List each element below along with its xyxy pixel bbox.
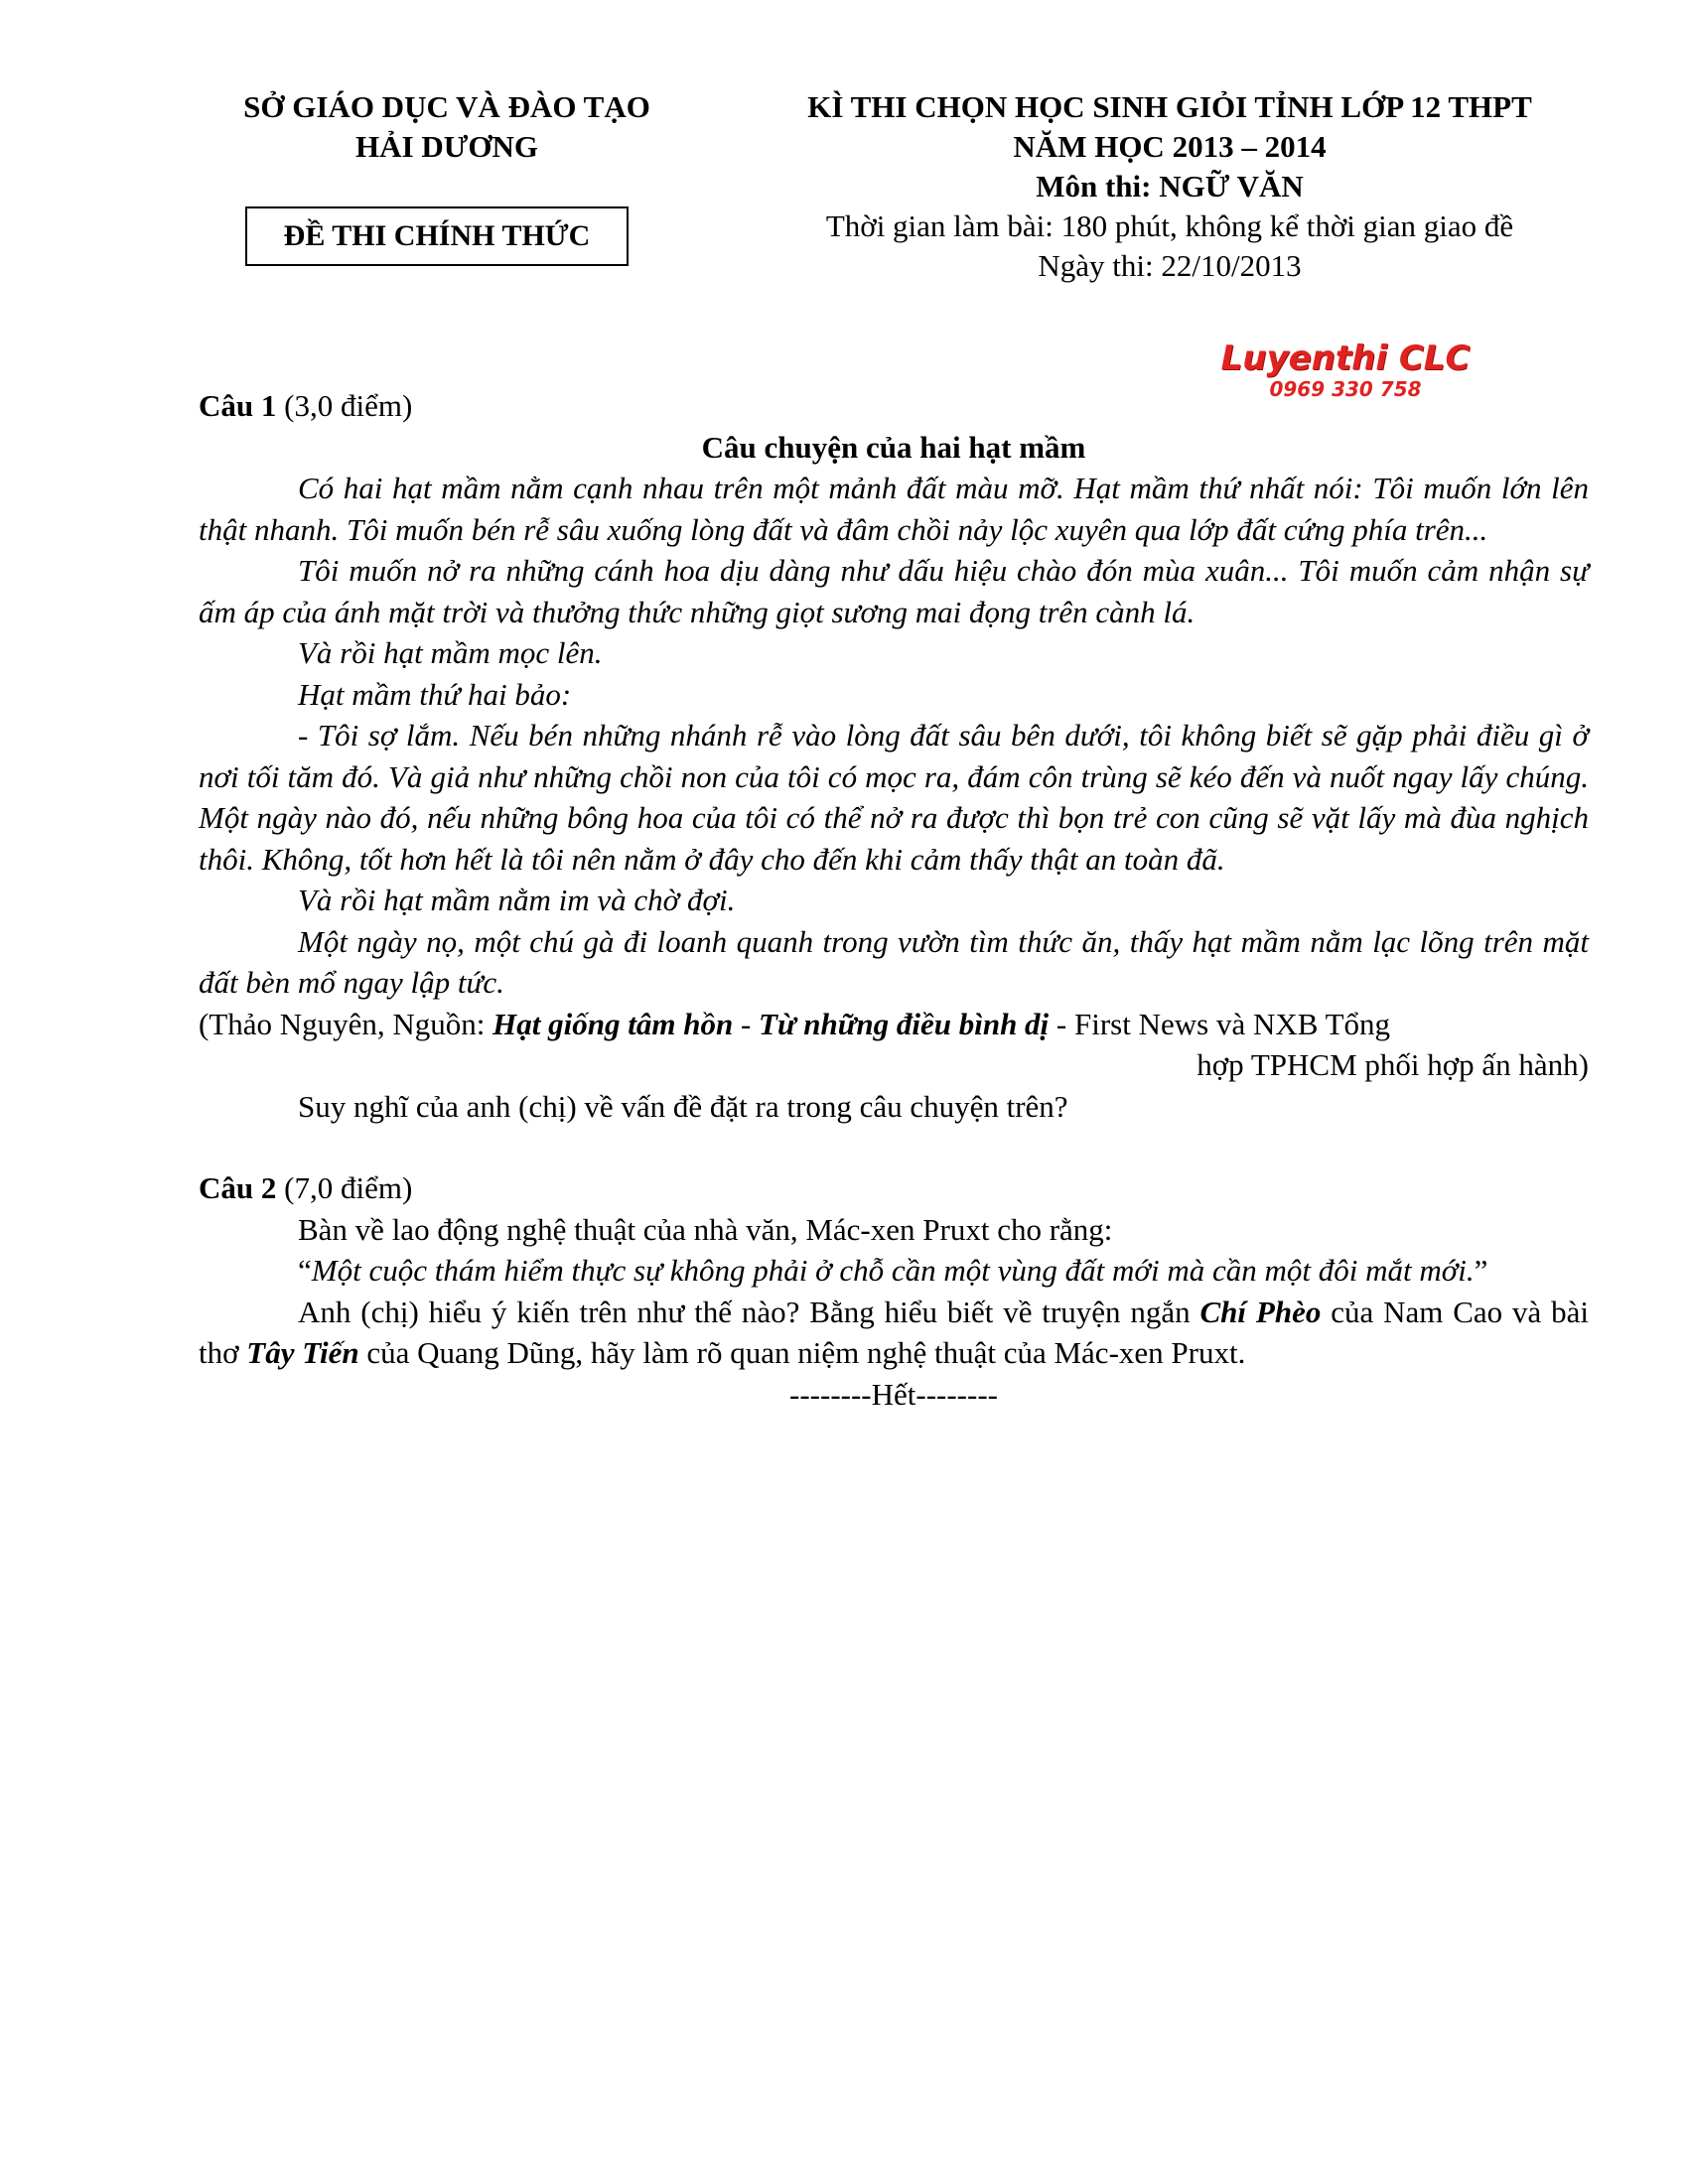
story-paragraph: Hạt mầm thứ hai bảo: bbox=[298, 676, 572, 712]
quote-close-mark: ” bbox=[1474, 1253, 1488, 1288]
question-1-heading bbox=[199, 385, 1589, 427]
question-2-quote bbox=[199, 1250, 1589, 1292]
source-book-1: Hạt giống tâm hồn bbox=[492, 1006, 734, 1041]
end-mark: --------Hết-------- bbox=[789, 1376, 998, 1412]
story-title: Câu chuyện của hai hạt mầm bbox=[701, 429, 1086, 465]
story-paragraph: Có hai hạt mầm nằm cạnh nhau trên một mảnh đất màu mỡ. Hạt mầm thứ nhất nói: Tôi muốn lớn lên thật nhanh. Tôi muốn bén rễ sâu xuống lòng đất và đâm chồi nảy lộc xuyên qua lớp đất cứng phía trên... bbox=[199, 471, 1589, 547]
question-2-heading bbox=[199, 1167, 1589, 1209]
source-book-2: Từ những điều bình dị bbox=[759, 1006, 1050, 1041]
story-paragraph: Tôi muốn nở ra những cánh hoa dịu dàng như dấu hiệu chào đón mùa xuân... Tôi muốn cảm nhận sự ấm áp của ánh mặt trời và thưởng thức những giọt sương mai đọng trên cành lá. bbox=[199, 553, 1589, 629]
org-line-1: SỞ GIÁO DỤC VÀ ĐÀO TẠO bbox=[243, 89, 650, 124]
question-1-label: Câu 1 bbox=[199, 388, 277, 423]
task-part-2: của Nam Cao và bài thơ bbox=[199, 1294, 1590, 1370]
story-paragraph: Và rồi hạt mầm nằm im và chờ đợi. bbox=[298, 883, 736, 917]
question-2-intro: Bàn về lao động nghệ thuật của nhà văn, Mác-xen Pruxt cho rằng: bbox=[298, 1211, 1113, 1247]
work-tay-tien: Tây Tiến bbox=[246, 1335, 359, 1370]
exam-date: Ngày thi: 22/10/2013 bbox=[1038, 248, 1302, 283]
story-paragraph: Và rồi hạt mầm mọc lên. bbox=[298, 635, 603, 670]
official-exam-label: ĐỀ THI CHÍNH THỨC bbox=[283, 219, 591, 252]
source-separator: - bbox=[733, 1006, 760, 1041]
question-2-task bbox=[199, 1292, 1589, 1374]
task-part-1: Anh (chị) hiểu ý kiến trên như thế nào? Bằng hiểu biết về truyện ngắn bbox=[298, 1294, 1200, 1329]
story-paragraph: Một ngày nọ, một chú gà đi loanh quanh trong vườn tìm thức ăn, thấy hạt mầm nằm lạc lõng trên mặt đất bèn mổ ngay lập tức. bbox=[199, 923, 1589, 1000]
source-publisher: - First News và NXB Tổng bbox=[1049, 1006, 1391, 1041]
issuing-organization bbox=[199, 87, 695, 167]
school-year: NĂM HỌC 2013 – 2014 bbox=[1013, 129, 1327, 164]
question-1-prompt: Suy nghĩ của anh (chị) về vấn đề đặt ra trong câu chuyện trên? bbox=[298, 1088, 1068, 1124]
org-line-2: HẢI DƯƠNG bbox=[355, 129, 538, 164]
quote-open-mark: “ bbox=[298, 1253, 312, 1288]
story-source-continued: hợp TPHCM phối hợp ấn hành) bbox=[1196, 1047, 1589, 1082]
question-2-label: Câu 2 bbox=[199, 1170, 277, 1205]
question-1-points: (3,0 điểm) bbox=[276, 388, 413, 423]
logo-name: Luyenthi CLC bbox=[1220, 339, 1471, 378]
exam-duration: Thời gian làm bài: 180 phút, không kể thời gian giao đề bbox=[825, 208, 1514, 243]
work-chi-pheo: Chí Phèo bbox=[1199, 1294, 1322, 1329]
source-prefix: (Thảo Nguyên, Nguồn: bbox=[199, 1006, 493, 1041]
task-part-3: của Quang Dũng, hãy làm rõ quan niệm nghệ thuật của Mác-xen Pruxt. bbox=[358, 1335, 1246, 1370]
exam-info bbox=[743, 87, 1597, 286]
story-source bbox=[199, 1004, 1589, 1045]
exam-title: KÌ THI CHỌN HỌC SINH GIỎI TỈNH LỚP 12 THPT bbox=[807, 89, 1532, 124]
exam-subject: Môn thi: NGỮ VĂN bbox=[1036, 169, 1304, 204]
exam-body bbox=[199, 385, 1589, 1415]
section-gap bbox=[199, 1127, 1589, 1167]
question-2-points: (7,0 điểm) bbox=[276, 1170, 413, 1205]
story-paragraph: - Tôi sợ lắm. Nếu bén những nhánh rễ vào lòng đất sâu bên dưới, tôi không biết sẽ gặp phải điều gì ở nơi tối tăm đó. Và giả như những chồi non của tôi có mọc ra, đám côn trùng sẽ kéo đến và nuốt ngay lấy chúng. Một ngày nào đó, nếu những bông hoa của tôi có thể nở ra được thì bọn trẻ con cũng sẽ vặt lấy mà đùa nghịch thôi. Không, tốt hơn hết là tôi nên nằm ở đây cho đến khi cảm thấy thật an toàn đã. bbox=[199, 718, 1589, 877]
proust-quote: Một cuộc thám hiểm thực sự không phải ở chỗ cần một vùng đất mới mà cần một đôi mắt mới. bbox=[311, 1253, 1475, 1288]
official-exam-box bbox=[245, 206, 629, 266]
logo-phone: 0969 330 758 bbox=[1269, 377, 1422, 401]
